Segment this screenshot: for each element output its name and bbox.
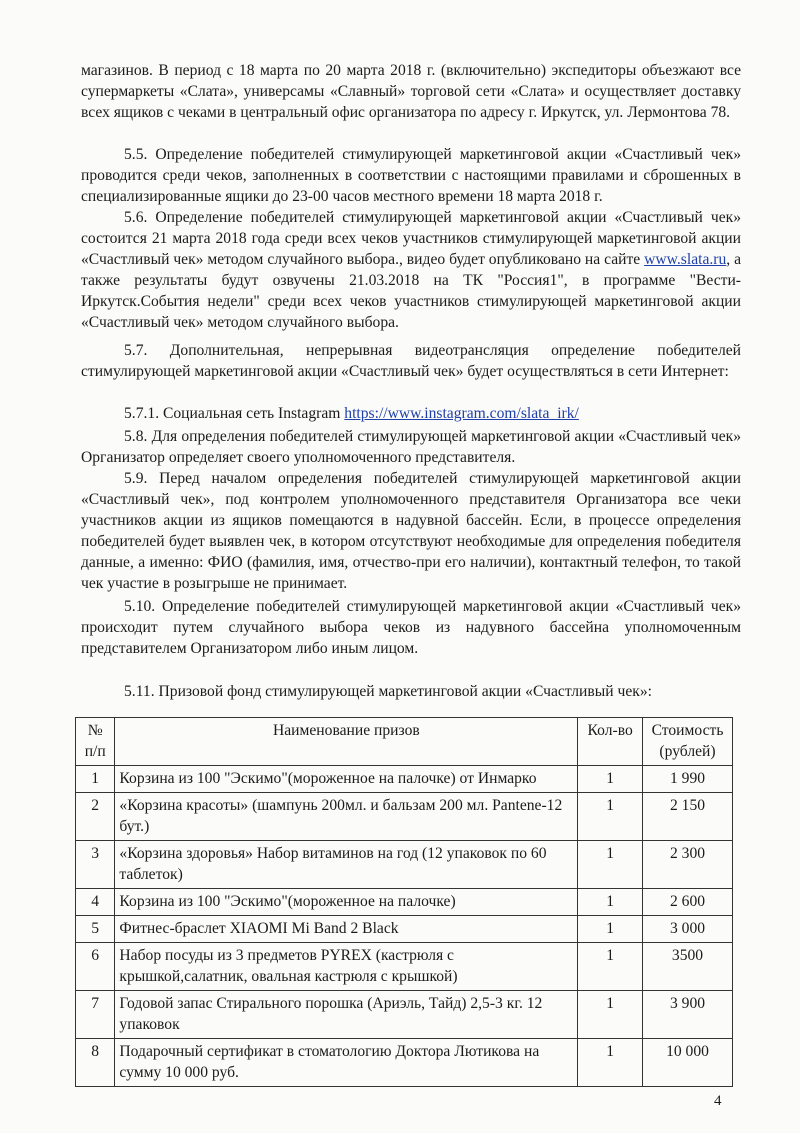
paragraph-5-6-text-a: 5.6. Определение победителей стимулирующей маркетинговой акции «Счастливый чек» состоится 21 марта 2018 года среди всех чеков участников стимулирующей маркетинговой акции «Счастливый чек» методом случайного выбора., видео будет опубликовано на сайте	[81, 209, 741, 268]
row-cost: 3 000	[643, 916, 733, 943]
row-qty: 1	[578, 766, 643, 793]
paragraph-5-6-text-b: , а также результаты будут озвучены 21.03.2018 на ТК "Россия1", в программе "Вести-Иркутск.События недели" среди всех чеков участников стимулирующей маркетинговой акции «Счастливый чек» методом случайного выбора.	[81, 251, 741, 331]
row-num: 7	[76, 991, 115, 1039]
row-name: Годовой запас Стирального порошка (Ариэль, Тайд) 2,5-3 кг. 12 упаковок	[115, 991, 578, 1039]
row-cost: 3500	[643, 943, 733, 991]
row-num: 1	[76, 766, 115, 793]
table-row	[76, 889, 733, 916]
row-name: «Корзина здоровья» Набор витаминов на год (12 упаковок по 60 таблеток)	[115, 841, 578, 889]
paragraph-5-6	[81, 207, 741, 333]
row-cost: 10 000	[643, 1039, 733, 1087]
header-qty: Кол-во	[578, 718, 643, 766]
row-num: 3	[76, 841, 115, 889]
paragraph-5-8: 5.8. Для определения победителей стимулирующей маркетинговой акции «Счастливый чек» Организатор определяет своего уполномоченного представителя.	[81, 428, 741, 466]
paragraph-5-7: 5.7. Дополнительная, непрерывная видеотрансляция определение победителей стимулирующей маркетинговой акции «Счастливый чек» будет осуществляться в сети Интернет:	[81, 342, 741, 380]
table-row	[76, 1039, 733, 1087]
row-num: 4	[76, 889, 115, 916]
table-row	[76, 916, 733, 943]
header-num: № п/п	[76, 718, 115, 766]
row-qty: 1	[578, 841, 643, 889]
row-qty: 1	[578, 991, 643, 1039]
row-cost: 1 990	[643, 766, 733, 793]
prize-table-header	[76, 718, 733, 766]
table-row	[76, 943, 733, 991]
page-number: 4	[714, 1093, 722, 1109]
table-row	[76, 991, 733, 1039]
paragraph-5-5: 5.5. Определение победителей стимулирующей маркетинговой акции «Счастливый чек» проводится среди чеков, заполненных в соответствии с настоящими правилами и сброшенных в специализированные ящики до 23-00 часов местного времени 18 марта 2018 г.	[81, 146, 741, 205]
row-name: Фитнес-браслет XIAOMI Mi Band 2 Black	[115, 916, 578, 943]
row-name: Корзина из 100 "Эскимо"(мороженное на палочке)	[115, 889, 578, 916]
row-num: 5	[76, 916, 115, 943]
header-name: Наименование призов	[115, 718, 578, 766]
paragraph-5-7-1-text: 5.7.1. Социальная сеть Instagram	[124, 405, 345, 422]
row-qty: 1	[578, 1039, 643, 1087]
slata-site-link[interactable]: www.slata.ru	[644, 251, 727, 268]
row-qty: 1	[578, 793, 643, 841]
paragraph-5-9: 5.9. Перед началом определения победителей стимулирующей маркетинговой акции «Счастливый чек», под контролем уполномоченного представителя Организатора все чеки участников акции из ящиков помещаются в надувной бассейн. Если, в процессе определения победителей будет выявлен чек, в котором отсутствуют необходимые для определения победителя данные, а именно: ФИО (фамилия, имя, отчество-при его наличии), контактный телефон, то такой чек участие в розыгрыше не принимает.	[81, 470, 741, 592]
row-name: Подарочный сертификат в стоматологию Доктора Лютикова на сумму 10 000 руб.	[115, 1039, 578, 1087]
table-row	[76, 766, 733, 793]
row-name: Набор посуды из 3 предметов PYREX (кастрюля с крышкой,салатник, овальная кастрюля с крышкой)	[115, 943, 578, 991]
row-name: «Корзина красоты» (шампунь 200мл. и бальзам 200 мл. Pantene-12 бут.)	[115, 793, 578, 841]
row-name: Корзина из 100 "Эскимо"(мороженное на палочке) от Инмарко	[115, 766, 578, 793]
row-num: 2	[76, 793, 115, 841]
table-row	[76, 793, 733, 841]
prize-table	[75, 717, 733, 1087]
header-cost: Стоимость (рублей)	[643, 718, 733, 766]
row-cost: 2 150	[643, 793, 733, 841]
row-qty: 1	[578, 943, 643, 991]
row-qty: 1	[578, 889, 643, 916]
instagram-link[interactable]: https://www.instagram.com/slata_irk/	[344, 405, 579, 422]
paragraph-continuation: магазинов. В период с 18 марта по 20 марта 2018 г. (включительно) экспедиторы объезжают все супермаркеты «Слата», универсамы «Славный» торговой сети «Слата» и осуществляет доставку всех ящиков с чеками в центральный офис организатора по адресу г. Иркутск, ул. Лермонтова 78.	[81, 62, 741, 121]
row-num: 8	[76, 1039, 115, 1087]
row-num: 6	[76, 943, 115, 991]
paragraph-5-11: 5.11. Призовой фонд стимулирующей маркетинговой акции «Счастливый чек»:	[124, 683, 652, 700]
row-cost: 3 900	[643, 991, 733, 1039]
paragraph-5-7-1	[81, 403, 741, 424]
row-cost: 2 600	[643, 889, 733, 916]
row-qty: 1	[578, 916, 643, 943]
table-row	[76, 841, 733, 889]
row-cost: 2 300	[643, 841, 733, 889]
paragraph-5-10: 5.10. Определение победителей стимулирующей маркетинговой акции «Счастливый чек» происходит путем случайного выбора чеков из надувного бассейна уполномоченным представителем Организатором либо иным лицом.	[81, 598, 741, 657]
